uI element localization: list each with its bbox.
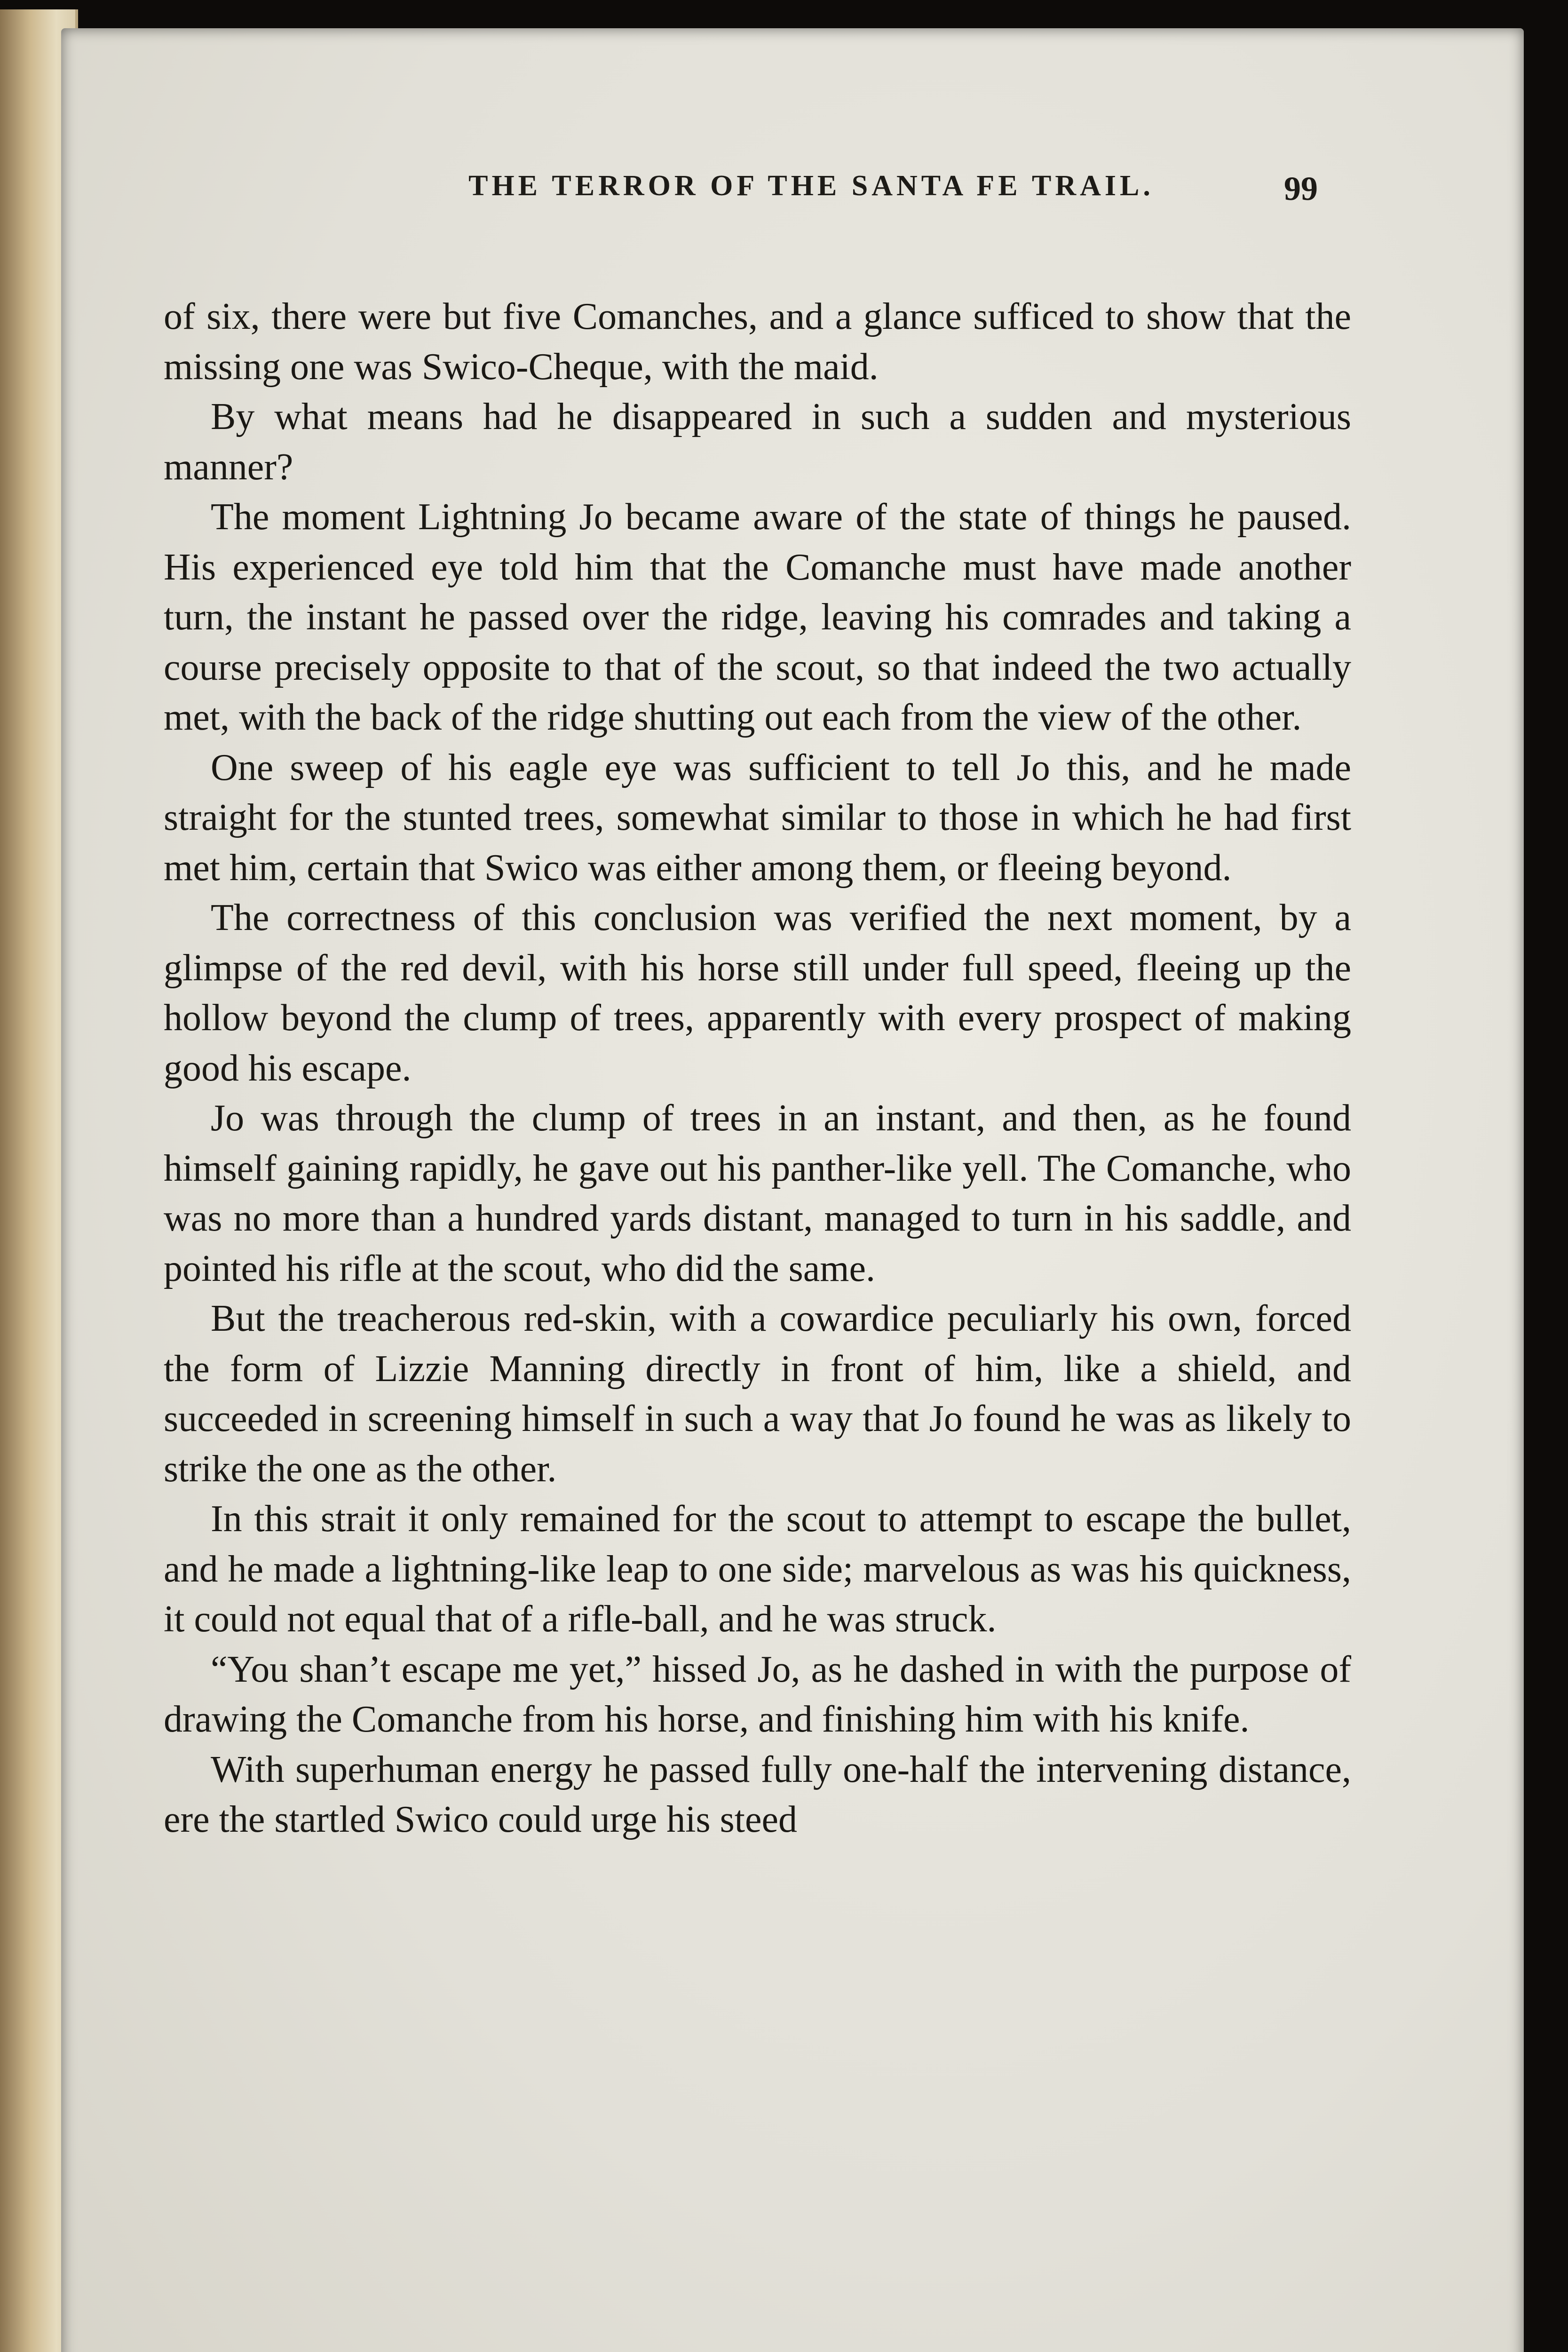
paragraph: In this strait it only remained for the scout to attempt to escape the bullet, and he made a lightning-like leap to one side; marvelous as was his quickness, it could not equal that of a rifle-ball, and he was struck.	[164, 1498, 1351, 1640]
body-text	[164, 292, 1351, 1845]
paragraph: Jo was through the clump of trees in an instant, and then, as he found himself gaining rapidly, he gave out his panther-like yell. The Comanche, who was no more than a hundred yards distant, managed to turn in his saddle, and pointed his rifle at the scout, who did the same.	[164, 1097, 1351, 1289]
paragraph: “You shan’t escape me yet,” hissed Jo, as he dashed in with the purpose of drawing the Comanche from his horse, and finishing him with his knife.	[164, 1648, 1351, 1740]
page-number: 99	[1284, 170, 1318, 207]
paragraph: With superhuman energy he passed fully one-half the intervening distance, ere the startled Swico could urge his steed	[164, 1748, 1351, 1840]
book-page	[61, 28, 1524, 2352]
running-title: THE TERROR OF THE SANTA FE TRAIL.	[468, 170, 1154, 202]
paragraph: of six, there were but five Comanches, and a glance sufficed to show that the missing one was Swico-Cheque, with the maid.	[164, 296, 1351, 388]
paragraph: One sweep of his eagle eye was sufficient to tell Jo this, and he made straight for the stunted trees, somewhat similar to those in which he had first met him, certain that Swico was either among them, or fleeing beyond.	[164, 747, 1351, 889]
paragraph: The moment Lightning Jo became aware of the state of things he paused. His experienced eye told him that the Comanche must have made another turn, the instant he passed over the ridge, leaving his comrades and taking a course precisely opposite to that of the scout, so that indeed the two actually met, with the back of the ridge shutting out each from the view of the other.	[164, 496, 1351, 738]
paragraph: By what means had he disappeared in such a sudden and mysterious manner?	[164, 396, 1351, 488]
paragraph: But the treacherous red-skin, with a cowardice peculiarly his own, forced the form of Lizzie Manning directly in front of him, like a shield, and succeeded in screening himself in such a way that Jo found he was as likely to strike the one as the other.	[164, 1298, 1351, 1490]
paragraph: The correctness of this conclusion was verified the next moment, by a glimpse of the red devil, with his horse still under full speed, fleeing up the hollow beyond the clump of trees, apparently with every prospect of making good his escape.	[164, 897, 1351, 1089]
